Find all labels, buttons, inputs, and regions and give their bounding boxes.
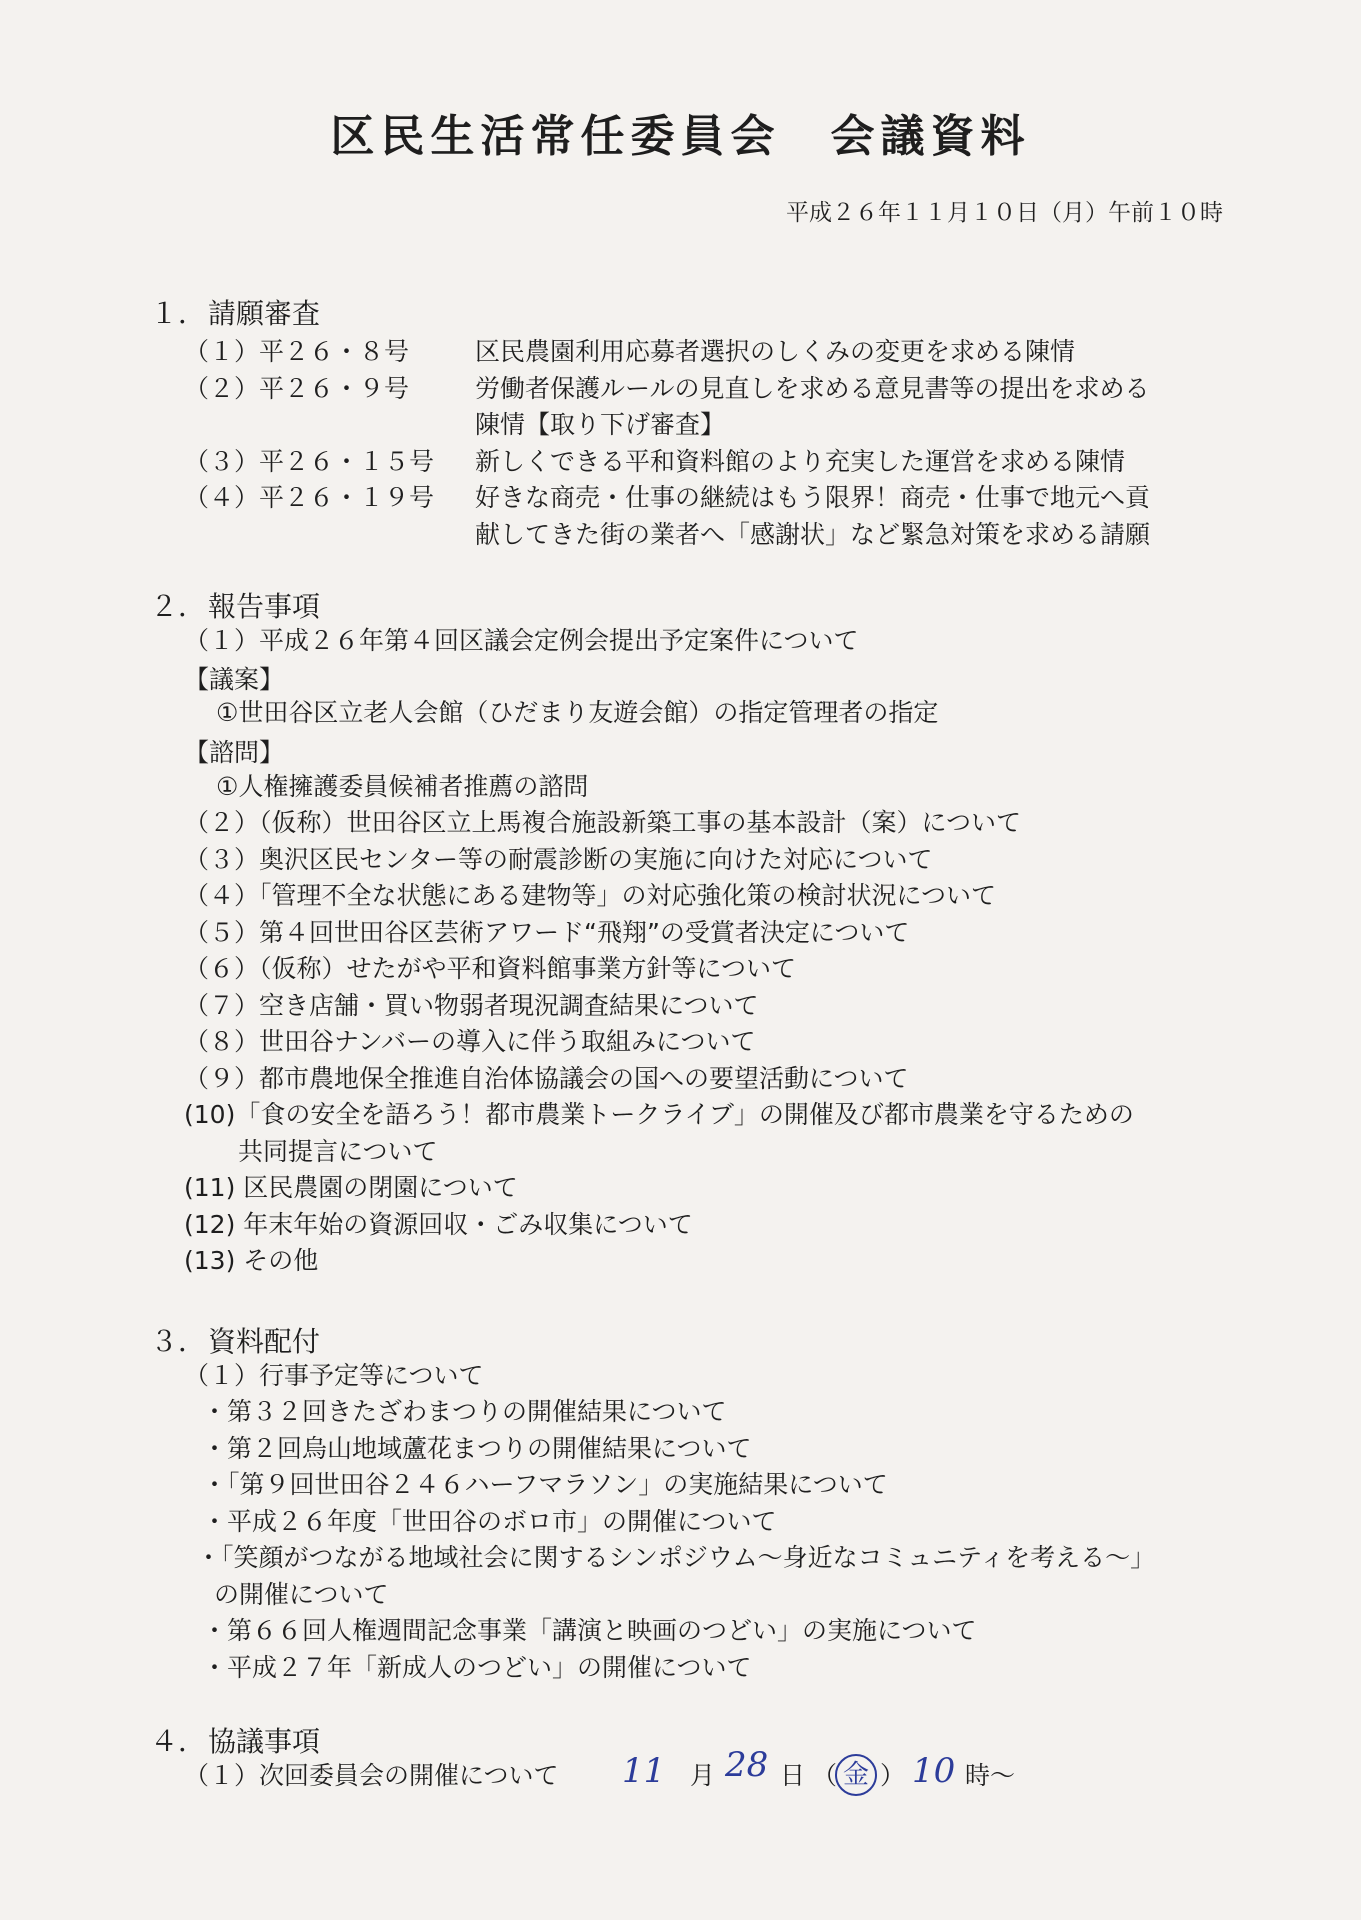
petition-text: 献してきた街の業者へ「感謝状」など緊急対策を求める請願 — [475, 520, 1151, 549]
petition-text: 好きな商売・仕事の継続はもう限界！商売・仕事で地元へ貢 — [475, 483, 1151, 512]
section-number: ４． — [150, 1725, 207, 1758]
meeting-datetime: 平成２６年１１月１０日（月）午前１０時 — [786, 200, 1223, 226]
section-heading-distribution — [150, 1320, 320, 1360]
report-item: (11) 区民農園の閉園について — [184, 1173, 518, 1202]
petition-number: （２）平２６・９号 — [184, 374, 410, 403]
section-label: 協議事項 — [208, 1725, 321, 1758]
handwritten-month: 11 — [622, 1751, 666, 1791]
report-item-continuation: 共同提言について — [238, 1137, 438, 1166]
section-label: 資料配付 — [208, 1325, 321, 1358]
report-item: (10)「食の安全を語ろう！都市農業トークライブ」の開催及び都市農業を守るための — [184, 1100, 1134, 1129]
petition-text: 区民農園利用応募者選択のしくみの変更を求める陳情 — [475, 337, 1076, 366]
bill-label: 【議案】 — [184, 665, 285, 694]
hour-label: 時～ — [965, 1761, 1016, 1790]
distribution-bullet: ・平成２７年「新成人のつどい」の開催について — [202, 1653, 752, 1682]
section-heading-reports — [150, 585, 320, 625]
report-item: (12) 年末年始の資源回収・ごみ収集について — [184, 1210, 693, 1239]
handwritten-weekday: 金 — [835, 1754, 877, 1796]
report-item: （５）第４回世田谷区芸術アワード“飛翔”の受賞者決定について — [184, 918, 910, 947]
section-label: 請願審査 — [208, 297, 321, 330]
handwritten-day: 28 — [725, 1745, 769, 1785]
section-number: １． — [150, 297, 207, 330]
document-title: 区民生活常任委員会 会議資料 — [330, 111, 1031, 162]
section-heading-discussion — [150, 1720, 320, 1760]
petition-number: （４）平２６・１９号 — [184, 483, 435, 512]
petition-text: 労働者保護ルールの見直しを求める意見書等の提出を求める — [475, 374, 1150, 403]
report-item: （１）平成２６年第４回区議会定例会提出予定案件について — [184, 626, 859, 655]
paren-close: ） — [880, 1761, 906, 1790]
petition-number: （３）平２６・１５号 — [184, 447, 435, 476]
distribution-bullet: ・「笑顔がつながる地域社会に関するシンポジウム～身近なコミュニティを考える～」 — [196, 1543, 1156, 1572]
bill-item: ①世田谷区立老人会館（ひだまり友遊会館）の指定管理者の指定 — [216, 698, 939, 727]
petition-text: 新しくできる平和資料館のより充実した運営を求める陳情 — [475, 447, 1126, 476]
distribution-bullet: ・平成２６年度「世田谷のボロ市」の開催について — [202, 1507, 777, 1536]
distribution-bullet: ・第２回烏山地域蘆花まつりの開催結果について — [202, 1434, 752, 1463]
handwritten-weekday-wrapper — [835, 1754, 877, 1796]
distribution-bullet: ・第６６回人権週間記念事業「講演と映画のつどい」の実施について — [202, 1616, 977, 1645]
distribution-item: （１）行事予定等について — [184, 1361, 484, 1390]
month-label: 月 — [690, 1761, 716, 1790]
inquiry-label: 【諮問】 — [184, 738, 285, 767]
report-item: （３）奥沢区民センター等の耐震診断の実施に向けた対応について — [184, 845, 933, 874]
report-item: （９）都市農地保全推進自治体協議会の国への要望活動について — [184, 1064, 909, 1093]
section-label: 報告事項 — [208, 590, 321, 623]
report-item: (13) その他 — [184, 1246, 319, 1275]
report-item: （４）「管理不全な状態にある建物等」の対応強化策の検討状況について — [184, 881, 997, 910]
distribution-bullet: ・「第９回世田谷２４６ハーフマラソン」の実施結果について — [202, 1470, 888, 1499]
petition-text: 陳情【取り下げ審査】 — [475, 410, 726, 439]
day-label: 日 — [780, 1761, 806, 1790]
report-item: （７）空き店舗・買い物弱者現況調査結果について — [184, 991, 759, 1020]
section-heading-petitions — [150, 292, 320, 332]
section-number: ３． — [150, 1325, 207, 1358]
paren-open: （ — [812, 1761, 838, 1790]
report-item: （２）（仮称）世田谷区立上馬複合施設新築工事の基本設計（案）について — [184, 808, 1022, 837]
report-item: （８）世田谷ナンバーの導入に伴う取組みについて — [184, 1027, 756, 1056]
discussion-item: （１）次回委員会の開催について — [184, 1761, 559, 1790]
handwritten-hour: 10 — [912, 1751, 956, 1791]
section-number: ２． — [150, 590, 207, 623]
report-item: （６）（仮称）せたがや平和資料館事業方針等について — [184, 954, 797, 983]
petition-number: （１）平２６・８号 — [184, 337, 410, 366]
distribution-bullet-continuation: の開催について — [214, 1580, 389, 1609]
distribution-bullet: ・第３２回きたざわまつりの開催結果について — [202, 1397, 727, 1426]
inquiry-item: ①人権擁護委員候補者推薦の諮問 — [216, 772, 589, 801]
